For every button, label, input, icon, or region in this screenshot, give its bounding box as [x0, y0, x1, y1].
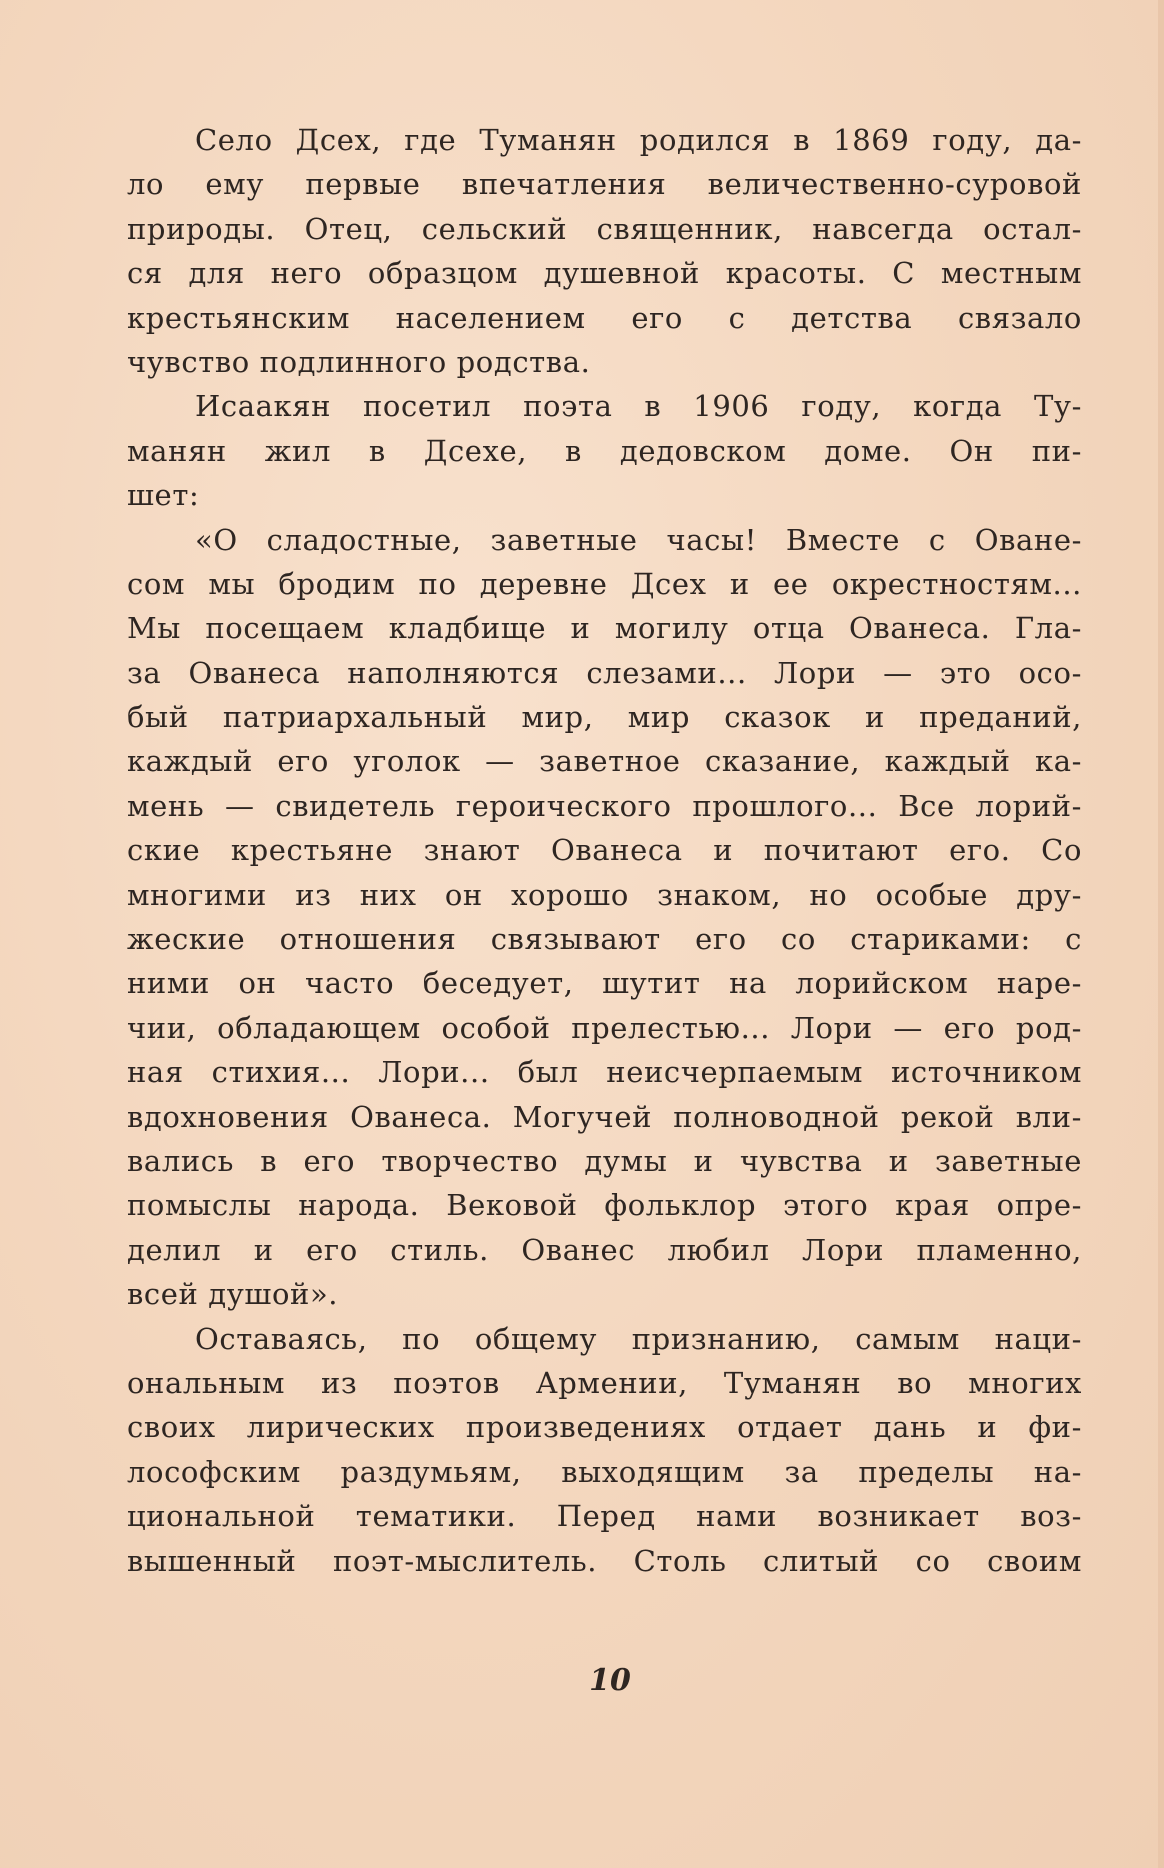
- text-line: манян жил в Дсехе, в дедовском доме. Он пи-: [127, 433, 1082, 468]
- text-line: ся для него образцом душевной красоты. С местным: [127, 256, 1082, 291]
- quote-line: чии, обладающем особой прелестью... Лори — его род-: [127, 1010, 1082, 1045]
- quote-line: ские крестьяне знают Ованеса и почитают его. Со: [127, 833, 1082, 868]
- text-line: природы. Отец, сельский священник, навсегда остал-: [127, 211, 1082, 246]
- text-line: ональным из поэтов Армении, Туманян во многих: [127, 1365, 1082, 1400]
- quote-line: вались в его творчество думы и чувства и заветные: [127, 1143, 1082, 1178]
- quote-line: многими из них он хорошо знаком, но особые дру-: [127, 877, 1082, 912]
- quote-line: мень — свидетель героического прошлого... Все лорий-: [127, 788, 1082, 823]
- text-line: чувство подлинного родства.: [127, 344, 591, 379]
- text-line: шет:: [127, 478, 200, 513]
- quote-line: Мы посещаем кладбище и могилу отца Ованеса. Гла-: [127, 611, 1082, 646]
- text-line: Исаакян посетил поэта в 1906 году, когда Ту-: [195, 389, 1082, 424]
- text-line: ло ему первые впечатления величественно-суровой: [127, 167, 1082, 202]
- body-text: [127, 118, 1082, 1583]
- quote-line: помыслы народа. Вековой фольклор этого края опре-: [127, 1188, 1082, 1223]
- quote-line: делил и его стиль. Ованес любил Лори пламенно,: [127, 1232, 1082, 1267]
- quote-line: «О сладостные, заветные часы! Вместе с Ованe-: [195, 522, 1082, 557]
- quote-line: вдохновения Ованеса. Могучей полноводной рекой вли-: [127, 1099, 1082, 1134]
- text-line: крестьянским населением его с детства связало: [127, 300, 1082, 335]
- quote-line: каждый его уголок — заветное сказание, каждый ка-: [127, 744, 1082, 779]
- page-edge: [1158, 0, 1164, 1868]
- page-number: 10: [589, 1663, 631, 1698]
- quote-line: ними он часто беседует, шутит на лорийском наре-: [127, 966, 1082, 1001]
- quote-line: бый патриархальный мир, мир сказок и преданий,: [127, 700, 1082, 735]
- text-line: вышенный поэт-мыслитель. Столь слитый со своим: [127, 1543, 1082, 1578]
- quote-line: ная стихия... Лори... был неисчерпаемым источником: [127, 1055, 1082, 1090]
- text-line: Оставаясь, по общему признанию, самым нaци-: [195, 1321, 1082, 1356]
- quote-line: всей душой».: [127, 1277, 339, 1312]
- quote-line: жеские отношения связывают его со стариками: с: [127, 922, 1082, 957]
- quote-line: за Ованеса наполняются слезами... Лори — это осо-: [127, 655, 1082, 690]
- text-line: Село Дсех, где Туманян родился в 1869 году, да-: [195, 123, 1082, 157]
- text-line: лософским раздумьям, выходящим за пределы на-: [127, 1454, 1082, 1489]
- quote-line: сом мы бродим по деревне Дсех и ее окрестностям...: [127, 566, 1082, 601]
- text-line: своих лирических произведениях отдает дань и фи-: [127, 1410, 1082, 1445]
- text-line: циональной тематики. Перед нами возникает воз-: [127, 1499, 1082, 1534]
